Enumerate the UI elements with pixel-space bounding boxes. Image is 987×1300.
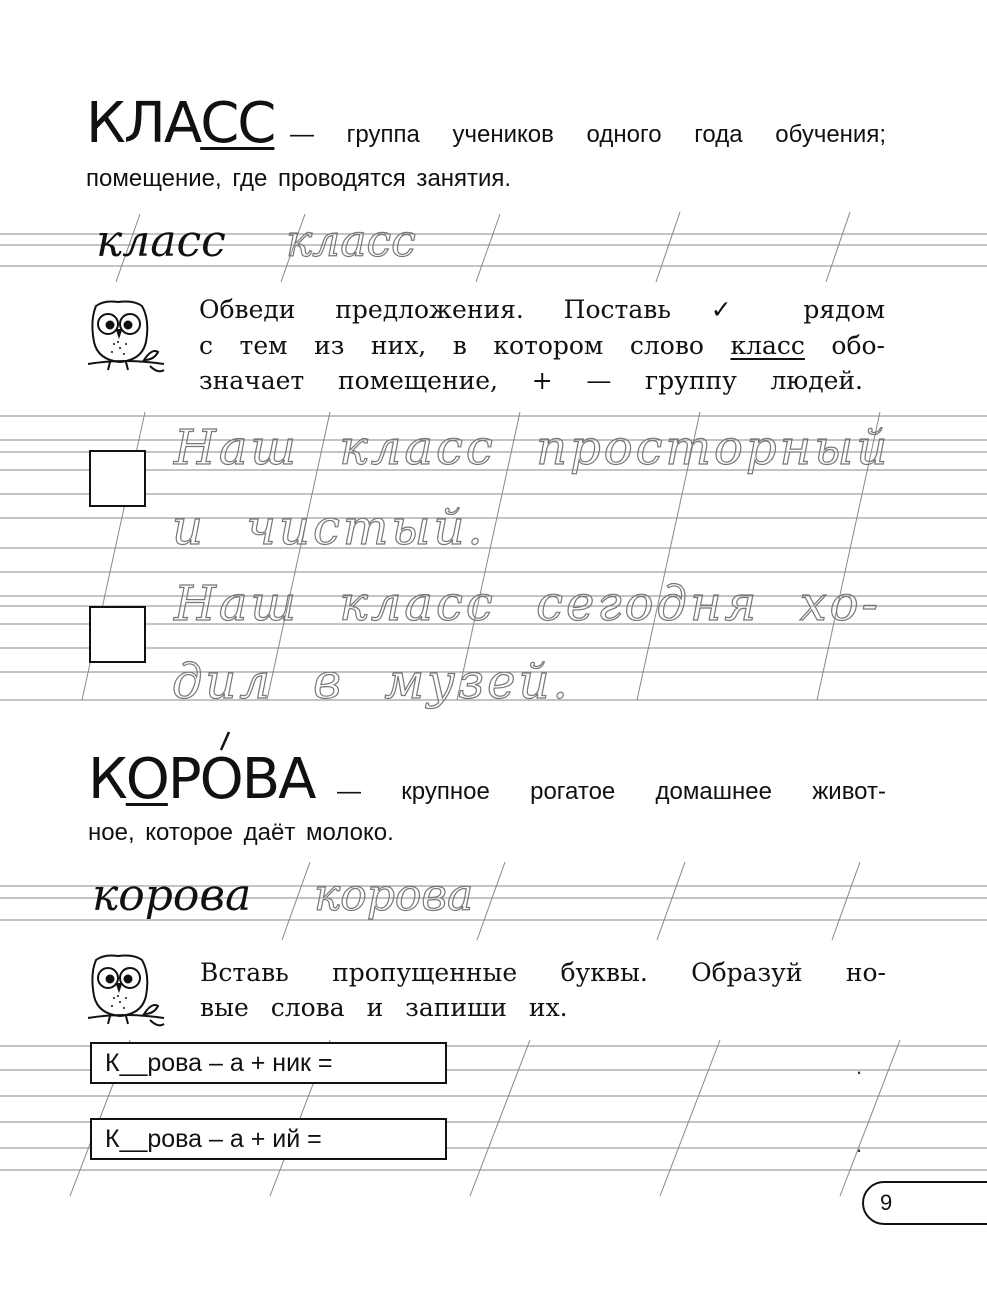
- task1-line2-text: с тем из них, в котором слово: [199, 331, 704, 360]
- task1-line1-text: Обведи предложения. Поставь: [199, 295, 671, 324]
- check-mark-icon: ✓: [710, 295, 764, 324]
- vocab-word-part: Р: [167, 747, 200, 812]
- vocab-word-underlined-part: СС: [200, 91, 275, 156]
- vocab-definition-line1: — группа учеников одного года обучения;: [290, 121, 886, 148]
- vocab-word-korova: [88, 747, 315, 812]
- stressed-letter: [200, 747, 242, 812]
- vocab-word-part: КЛА: [86, 91, 201, 156]
- vocab-definition-line2: помещение, где проводятся занятия.: [86, 165, 512, 192]
- task1-line2-end: обо-: [831, 331, 886, 360]
- vocab-word-klass: [86, 91, 275, 156]
- script-trace: класс: [286, 216, 416, 267]
- vocab-definition-line2: ное, которое даёт молоко.: [88, 819, 394, 846]
- task1-line2: [199, 328, 885, 364]
- stress-mark-icon: [218, 731, 232, 751]
- formula-box-1: К__рова – а + ник =: [90, 1042, 447, 1084]
- answer-end-dot-1: .: [856, 1054, 863, 1079]
- task1-line3: значает помещение, + — группу людей.: [199, 366, 863, 395]
- task2-line1: Вставь пропущенные буквы. Образуй но-: [200, 958, 886, 987]
- owl-icon: [84, 952, 170, 1038]
- vocab-word-part: К: [88, 747, 126, 812]
- answer-checkbox-2[interactable]: [89, 606, 146, 663]
- page-number: 9: [862, 1181, 987, 1225]
- answer-checkbox-1[interactable]: [89, 450, 146, 507]
- script-trace: корова: [314, 870, 474, 921]
- underlined-word: класс: [730, 331, 805, 360]
- trace-sentence2-line2: дил в музей.: [172, 654, 571, 710]
- script-sample: корова: [92, 870, 252, 921]
- vocab-word-part: О: [199, 747, 242, 812]
- trace-sentence2-line1: Наш класс сегодня хо-: [174, 576, 881, 632]
- owl-icon: [84, 298, 170, 384]
- formula-box-2: К__рова – а + ий =: [90, 1118, 447, 1160]
- trace-sentence1-line1: Наш класс просторный: [174, 420, 891, 476]
- answer-end-dot-2: .: [856, 1132, 863, 1157]
- task1-line1-end: рядом: [803, 295, 886, 324]
- task1-line1: [199, 292, 885, 328]
- vocab-word-part: ВА: [241, 747, 315, 812]
- vocab-definition-line1: — крупное рогатое домашнее живот-: [337, 778, 886, 805]
- vocab-word-underlined-part: О: [125, 747, 168, 812]
- script-sample: класс: [96, 216, 226, 267]
- task2-line2: вые слова и запиши их.: [200, 993, 568, 1022]
- trace-sentence1-line2: и чистый.: [172, 500, 486, 556]
